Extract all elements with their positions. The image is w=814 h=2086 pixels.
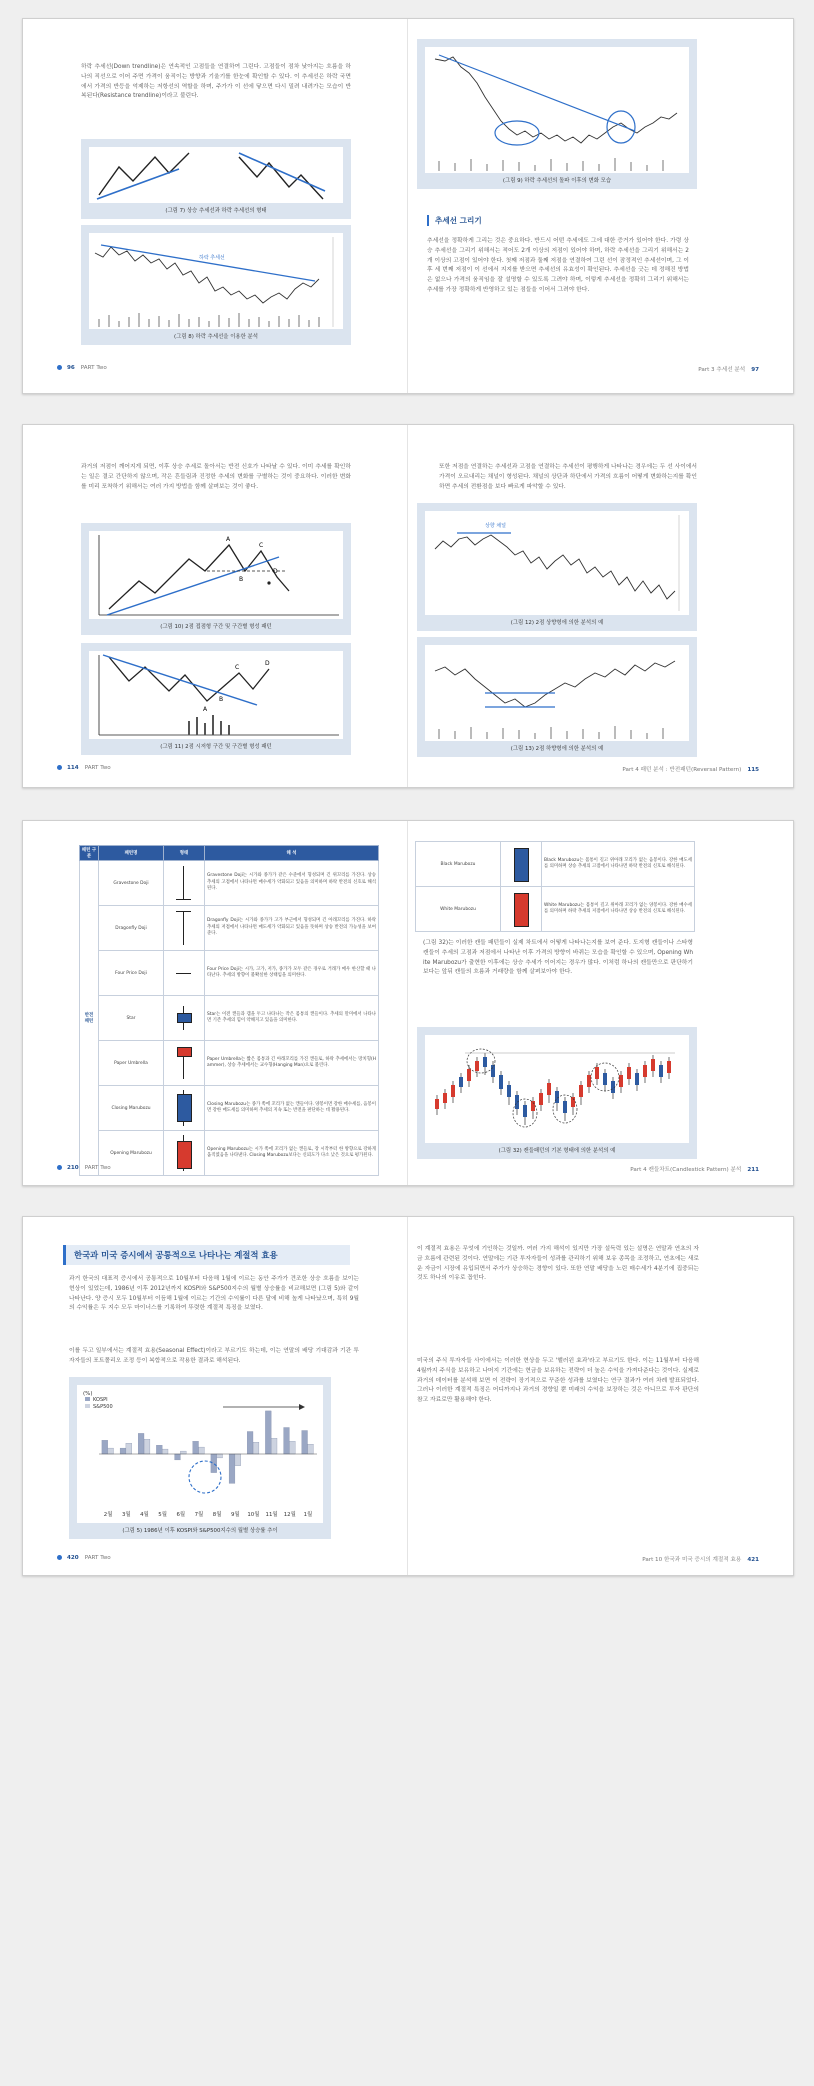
body-text: 과거 한국의 대표적 증시에서 공통적으로 10월부터 다음해 1월에 이르는 동안 주가가 견조한 상승 흐름을 보이는 현상이 있었는데, 1986년 이후 2012년까지 KOSPI와 S&P500지수의 월별 상승률을 비교해보면 (그림 5)와 같이 나타난다. 양 증시 모두 10월부터 이듬해 1월에 이르는 기간의 수익률이 다른 달에 비해 높게 나타났으며, 특히 9월의 수익률은 두 지수 모두 마이너스를 기록하여 뚜렷한 계절적 특징을 보였다. [69, 1276, 359, 1312]
body-text: (그림 32)는 이러한 캔들 패턴들이 실제 차트에서 어떻게 나타나는지를 보여 준다. 도지형 캔들이나 스타형 캔들이 추세의 고점과 저점에서 나타난 이후 가격의 방향이 바뀌는 모습을 확인할 수 있으며, Opening White Marubozu가 출현한 이후에는 상승 추세가 이어지는 경우가 많다. 이처럼 하나의 캔들만으로 판단하기보다는 앞뒤 캔들의 흐름과 거래량을 함께 살펴보아야 한다. [423, 940, 693, 976]
candle-cell [164, 996, 205, 1041]
folio-right [622, 765, 759, 773]
pattern-description: Black Marubozu는 몸통이 길고 위아래 꼬리가 없는 음봉이다. 강한 매도세를 의미하며 상승 추세의 고점에서 나타나면 하락 반전의 신호로 해석된다. [542, 842, 695, 887]
dragonfly-doji-icon [166, 908, 202, 948]
page-number: 211 [747, 1167, 759, 1173]
candle-cell [164, 861, 205, 906]
pattern-description: Four Price Doji는 시가, 고가, 저가, 종가가 모두 같은 경우로 거래가 매우 한산할 때 나타난다. 추세의 방향이 불확실한 상태임을 의미한다. [205, 951, 379, 996]
body-text: 미국의 주식 투자자들 사이에서는 이러한 현상을 두고 '핼러윈 효과'라고 부르기도 한다. 이는 11월부터 다음해 4월까지 주식을 보유하고 나머지 기간에는 현금을 보유하는 전략이 더 높은 수익을 가져다준다는 것이다. 실제로 과거의 데이터를 분석해 보면 이 전략이 장기적으로 꾸준한 성과를 보였다는 연구 결과가 여러 차례 발표되었다. 그러나 이러한 계절적 특징은 어디까지나 과거의 경향일 뿐 미래의 수익을 보장하는 것은 아니므로 투자 판단의 참고 자료로만 활용해야 한다. [417, 1358, 699, 1404]
table-row [80, 1041, 379, 1086]
star-candle-icon [166, 998, 202, 1038]
legend-swatch [85, 1397, 90, 1401]
body-text: 또한 저점을 연결하는 추세선과 고점을 연결하는 추세선이 평행하게 나타나는 경우에는 두 선 사이에서 가격이 오르내리는 채널이 형성된다. 채널의 상단과 하단에서 가격의 흐름이 어떻게 변화하는지를 확인하면 추세의 전환점을 보다 빠르게 파악할 수 있다. [439, 464, 697, 490]
september-highlight [189, 1461, 221, 1493]
point-b-label: B [219, 696, 224, 703]
trendline-label: 하락 추세선 [199, 255, 225, 261]
bar-s-p500-5 [180, 1451, 186, 1454]
table-header-row [80, 846, 379, 861]
table-row [416, 842, 695, 887]
running-head: PART Two [80, 365, 107, 371]
bar-kospi-11 [284, 1428, 290, 1455]
running-head: Part 10 한국과 미국 증시의 계절적 효용 [642, 1557, 742, 1563]
opening-marubozu-icon [166, 1133, 202, 1173]
bar-kospi-8 [229, 1454, 235, 1483]
white-marubozu-icon [503, 889, 539, 929]
point-a-label: A [226, 536, 231, 543]
body-text: 이를 두고 일부에서는 계절적 효용(Seasonal Effect)이라고 부르기도 하는데, 이는 연말의 배당 기대감과 기관 투자자들의 포트폴리오 조정 등이 복합적으로 작용한 결과로 해석된다. [69, 1348, 359, 1364]
page-115 [409, 425, 793, 787]
bar-s-p500-9 [253, 1442, 259, 1454]
section-heading: 추세선 그리기 [427, 215, 482, 226]
stock-chart [425, 47, 689, 173]
candle-cell [501, 842, 542, 887]
table-row [80, 1086, 379, 1131]
figure-caption: (그림 9) 하락 추세선의 돌파 이후의 변화 모습 [502, 178, 612, 184]
x-tick-label: 2월 [103, 1512, 113, 1518]
pattern-description: Closing Marubozu는 종가 쪽에 꼬리가 없는 캔들이다. 양봉이면 강한 매수세를, 음봉이면 강한 매도세를 의미하며 추세의 지속 또는 반전을 판단하는 데 활용된다. [205, 1086, 379, 1131]
bar-kospi-1 [102, 1440, 108, 1454]
figure-caption: (그림 13) 2점 하향형에 의한 분석의 예 [510, 746, 604, 752]
table-header: 해 석 [205, 846, 379, 861]
pattern-name: Dragonfly Doji [99, 906, 164, 951]
stock-chart [89, 233, 343, 329]
bar-s-p500-10 [271, 1438, 277, 1454]
pattern-description: Paper Umbrella는 짧은 몸통과 긴 아래꼬리를 가진 캔들로, 하락 추세에서는 망치형(Hammer), 상승 추세에서는 교수형(Hanging Man)으로 불린다. [205, 1041, 379, 1086]
point-b-label: B [239, 576, 244, 583]
x-tick-label: 12월 [283, 1512, 296, 1518]
candle-cell [164, 1086, 205, 1131]
x-tick-label: 11월 [265, 1512, 278, 1518]
bar-kospi-3 [138, 1433, 144, 1454]
candlestick-pattern-table [79, 845, 379, 1176]
page-number: 96 [67, 365, 75, 371]
page-gutter [407, 425, 408, 787]
figure-breakout-chart [417, 39, 697, 189]
figure-two-point-pattern [81, 523, 351, 635]
page-420 [23, 1217, 407, 1575]
x-tick-label: 6월 [176, 1512, 186, 1518]
pattern-description: Dragonfly Doji는 시가와 종가가 고가 부근에서 형성되며 긴 아래꼬리를 가진다. 하락 추세의 저점에서 나타나면 매도세가 약화되고 있음을 뜻하며 상승 반전의 가능성을 보여 준다. [205, 906, 379, 951]
figure-caption: (그림 8) 하락 추세선을 이용한 분석 [174, 334, 258, 340]
page-211 [409, 821, 793, 1185]
paper-umbrella-icon [166, 1043, 202, 1083]
candle-cell [164, 951, 205, 996]
point-d-label: D [273, 568, 278, 575]
pattern-name: White Marubozu [416, 887, 501, 932]
bar-s-p500-3 [144, 1439, 150, 1454]
folio-dot-icon [57, 765, 62, 770]
figure-upward-channel [417, 503, 697, 631]
pattern-name: Star [99, 996, 164, 1041]
table-header: 패턴 구분 [80, 846, 99, 861]
x-tick-label: 7월 [194, 1512, 204, 1518]
folio-right [642, 1555, 759, 1563]
page-210 [23, 821, 407, 1185]
bar-s-p500-4 [162, 1449, 168, 1454]
figure-caption: (그림 10) 2점 접점형 구간 및 구간별 형성 패턴 [160, 624, 272, 630]
bar-kospi-7 [211, 1454, 217, 1473]
candlestick-chart [425, 1035, 689, 1143]
four-price-doji-icon [166, 953, 202, 993]
body-text: 이 계절적 효용은 무엇에 기인하는 것일까. 여러 가지 해석이 있지만 가장 설득력 있는 설명은 연말과 연초의 자금 흐름에 관련된 것이다. 연말에는 기관 투자자들이 성과를 관리하기 위해 보유 종목을 조정하고, 연초에는 새로운 자금이 시장에 유입되면서 주가가 상승하는 경향이 있다. 또한 연말 배당을 노린 매수세가 4분기에 집중되는 것도 하나의 이유로 꼽힌다. [417, 1246, 699, 1282]
table-row [80, 861, 379, 906]
folio-dot-icon [57, 365, 62, 370]
bar-kospi-9 [247, 1432, 253, 1455]
black-marubozu-icon [503, 844, 539, 884]
page-number: 114 [67, 765, 79, 771]
point-a-label: A [203, 706, 208, 713]
section-heading: 한국과 미국 증시에서 공통적으로 나타나는 계절적 효용 [63, 1245, 350, 1265]
bar-kospi-5 [175, 1454, 181, 1460]
closing-marubozu-icon [166, 1088, 202, 1128]
table-header: 형태 [164, 846, 205, 861]
bar-kospi-12 [302, 1431, 308, 1455]
pattern-name: Gravestone Doji [99, 861, 164, 906]
figure-caption: (그림 12) 2점 상향형에 의한 분석의 예 [510, 620, 604, 626]
figure-downward-channel [417, 637, 697, 757]
candle-cell [164, 906, 205, 951]
table-row [80, 951, 379, 996]
page-97 [409, 19, 793, 393]
body-text: 과거의 저점이 깨어지게 되면, 이후 상승 추세로 돌아서는 반전 신호가 나타날 수 있다. 이미 추세를 확인하는 일은 결코 간단하지 않으며, 작은 흔들림과 진정한 추세의 변화를 구별하는 것이 중요하다. 이러한 변화를 미리 포착하기 위해서는 여러 가지 방법을 함께 살펴보는 것이 좋다. [81, 464, 351, 490]
page-421 [409, 1217, 793, 1575]
monthly-returns-chart [77, 1385, 323, 1523]
pattern-diagram [89, 651, 343, 739]
table-row [80, 1131, 379, 1176]
chart-legend [85, 1397, 113, 1410]
pattern-diagram [89, 531, 343, 619]
page-number: 210 [67, 1165, 79, 1171]
pattern-name: Black Marubozu [416, 842, 501, 887]
folio-right [698, 365, 759, 373]
spread-1 [22, 18, 794, 394]
pattern-name: Closing Marubozu [99, 1086, 164, 1131]
running-head: Part 4 캔들차트(Candlestick Pattern) 분석 [630, 1167, 742, 1173]
table-header: 패턴명 [99, 846, 164, 861]
marubozu-table [415, 841, 695, 932]
figure-caption: (그림 11) 2점 시저형 구간 및 구간별 형성 패턴 [160, 744, 272, 750]
gravestone-doji-icon [166, 863, 202, 903]
figure-caption: (그림 7) 상승 추세선과 하락 추세선의 형태 [165, 208, 267, 214]
bar-s-p500-8 [235, 1454, 241, 1466]
page-number: 115 [747, 767, 759, 773]
spread-2 [22, 424, 794, 788]
bar-kospi-2 [120, 1448, 126, 1454]
bar-kospi-4 [156, 1445, 162, 1454]
y-axis-unit: (%) [83, 1391, 93, 1397]
x-tick-label: 5월 [158, 1512, 167, 1518]
x-tick-label: 4월 [140, 1512, 149, 1518]
page-number: 420 [67, 1555, 79, 1561]
legend-swatch [85, 1404, 90, 1408]
folio-left [57, 365, 107, 371]
x-tick-label: 8월 [212, 1512, 222, 1518]
folio-left [57, 765, 111, 771]
figure-caption: (그림 32) 캔들패턴의 기본 형태에 의한 분석의 예 [498, 1148, 616, 1154]
running-head: Part 4 패턴 분석 : 반전패턴(Reversal Pattern) [622, 767, 742, 773]
candle-cell [164, 1041, 205, 1086]
pattern-name: Four Price Doji [99, 951, 164, 996]
page-gutter [407, 821, 408, 1185]
bar-kospi-10 [265, 1411, 271, 1454]
table-row [80, 906, 379, 951]
legend-label: S&P500 [93, 1404, 113, 1410]
point-d-label: D [265, 660, 270, 667]
spread-4 [22, 1216, 794, 1576]
point-c-label: C [235, 664, 240, 671]
page-114 [23, 425, 407, 787]
pattern-description: Star는 이전 캔들과 갭을 두고 나타나는 작은 몸통의 캔들이다. 추세의 말미에서 나타나면 기존 추세의 힘이 약해지고 있음을 의미한다. [205, 996, 379, 1041]
running-head: Part 3 추세선 분석 [698, 367, 746, 373]
figure-monthly-returns [69, 1377, 331, 1539]
pattern-name: Paper Umbrella [99, 1041, 164, 1086]
bar-s-p500-1 [108, 1448, 114, 1454]
pattern-name: Opening Marubozu [99, 1131, 164, 1176]
x-tick-label: 1월 [303, 1512, 313, 1518]
spread-3 [22, 820, 794, 1186]
x-tick-label: 9월 [230, 1512, 240, 1518]
bar-s-p500-12 [308, 1444, 314, 1454]
candle-cell [501, 887, 542, 932]
x-tick-label: 10월 [247, 1512, 260, 1518]
folio-right [630, 1165, 759, 1173]
bar-s-p500-2 [126, 1443, 132, 1454]
stock-chart [425, 645, 689, 741]
page-gutter [407, 1217, 408, 1575]
bar-s-p500-7 [217, 1454, 223, 1458]
x-tick-label: 3월 [121, 1512, 131, 1518]
table-row [80, 996, 379, 1041]
figure-caption: (그림 5) 1986년 이후 KOSPI와 S&P500지수의 월별 상승률 추이 [122, 1528, 278, 1534]
bar-s-p500-6 [199, 1447, 205, 1454]
legend-label: KOSPI [93, 1397, 108, 1403]
folio-dot-icon [57, 1165, 62, 1170]
trendline-diagram [89, 147, 343, 203]
folio-dot-icon [57, 1555, 62, 1560]
channel-label: 상향 채널 [485, 523, 506, 529]
figure-down-trendline-chart [81, 225, 351, 345]
figure-trendline-shapes [81, 139, 351, 219]
figure-scissor-pattern [81, 643, 351, 755]
pattern-description: Opening Marubozu는 시가 쪽에 꼬리가 없는 캔들로, 장 시작부터 한 방향으로 강하게 움직였음을 나타낸다. Closing Marubozu보다는 신뢰도가 다소 낮은 것으로 평가된다. [205, 1131, 379, 1176]
pattern-group-cell: 반전 패턴 [80, 861, 99, 1176]
bar-kospi-6 [193, 1441, 199, 1454]
bar-s-p500-11 [289, 1441, 295, 1454]
figure-candle-pattern-chart [417, 1027, 697, 1159]
pattern-description: White Marubozu는 몸통이 길고 위아래 꼬리가 없는 양봉이다. 강한 매수세를 의미하며 하락 추세의 저점에서 나타나면 상승 반전의 신호로 해석된다. [542, 887, 695, 932]
page-number: 421 [747, 1557, 759, 1563]
stock-chart [425, 511, 689, 615]
folio-left [57, 1165, 111, 1171]
page-96 [23, 19, 407, 393]
body-text: 추세선을 정확하게 그리는 것은 중요하다. 반드시 어떤 추세에도 그에 대한 증거가 있어야 한다. 가령 상승 추세선을 그리기 위해서는 적어도 2개 이상의 저점이 있어야 하며, 하락 추세선을 그리기 위해서는 2개 이상의 고점이 있어야 한다. 첫째 저점과 둘째 저점을 연결하여 그린 선이 잠정적인 추세선이며, 그 이후 세 번째 저점이 이 선에서 지지를 받으면 추세선의 유효성이 확인된다. 추세선을 긋는 데 정해진 방법은 없으나 가격의 움직임을 잘 설명할 수 있도록 그려야 하며, 이렇게 추세선을 정확히 그리기 위해서는 추세를 가장 정확하게 반영하고 있는 점들을 이어서 그려야 한다. [427, 238, 689, 293]
pattern-description: Gravestone Doji는 시가와 종가가 같은 수준에서 형성되며 긴 위꼬리를 가진다. 상승 추세의 고점에서 나타나면 매수세가 약화되고 있음을 의미하며 하락 반전의 신호로 해석된다. [205, 861, 379, 906]
running-head: PART Two [84, 1165, 111, 1171]
body-text: 하락 추세선(Down trendline)은 연속적인 고점들을 연결하여 그린다. 고점들이 점차 낮아지는 흐름을 하나의 직선으로 이어 주면 가격이 움직이는 방향과 기울기를 한눈에 확인할 수 있다. 이 추세선은 하락 국면에서 가격의 반등을 억제하는 저항선의 역할을 하며, 주가가 이 선에 닿으면 다시 밀려 내려가는 모습이 반복된다(Resistance trendline)이라고 불린다. [81, 64, 351, 100]
running-head: PART Two [84, 765, 111, 771]
page-gutter [407, 19, 408, 393]
arrow-head-icon [299, 1404, 305, 1410]
running-head: PART Two [84, 1555, 111, 1561]
candle-cell [164, 1131, 205, 1176]
point-c-label: C [259, 542, 264, 549]
table-row [416, 887, 695, 932]
page-number: 97 [751, 367, 759, 373]
folio-left [57, 1555, 111, 1561]
